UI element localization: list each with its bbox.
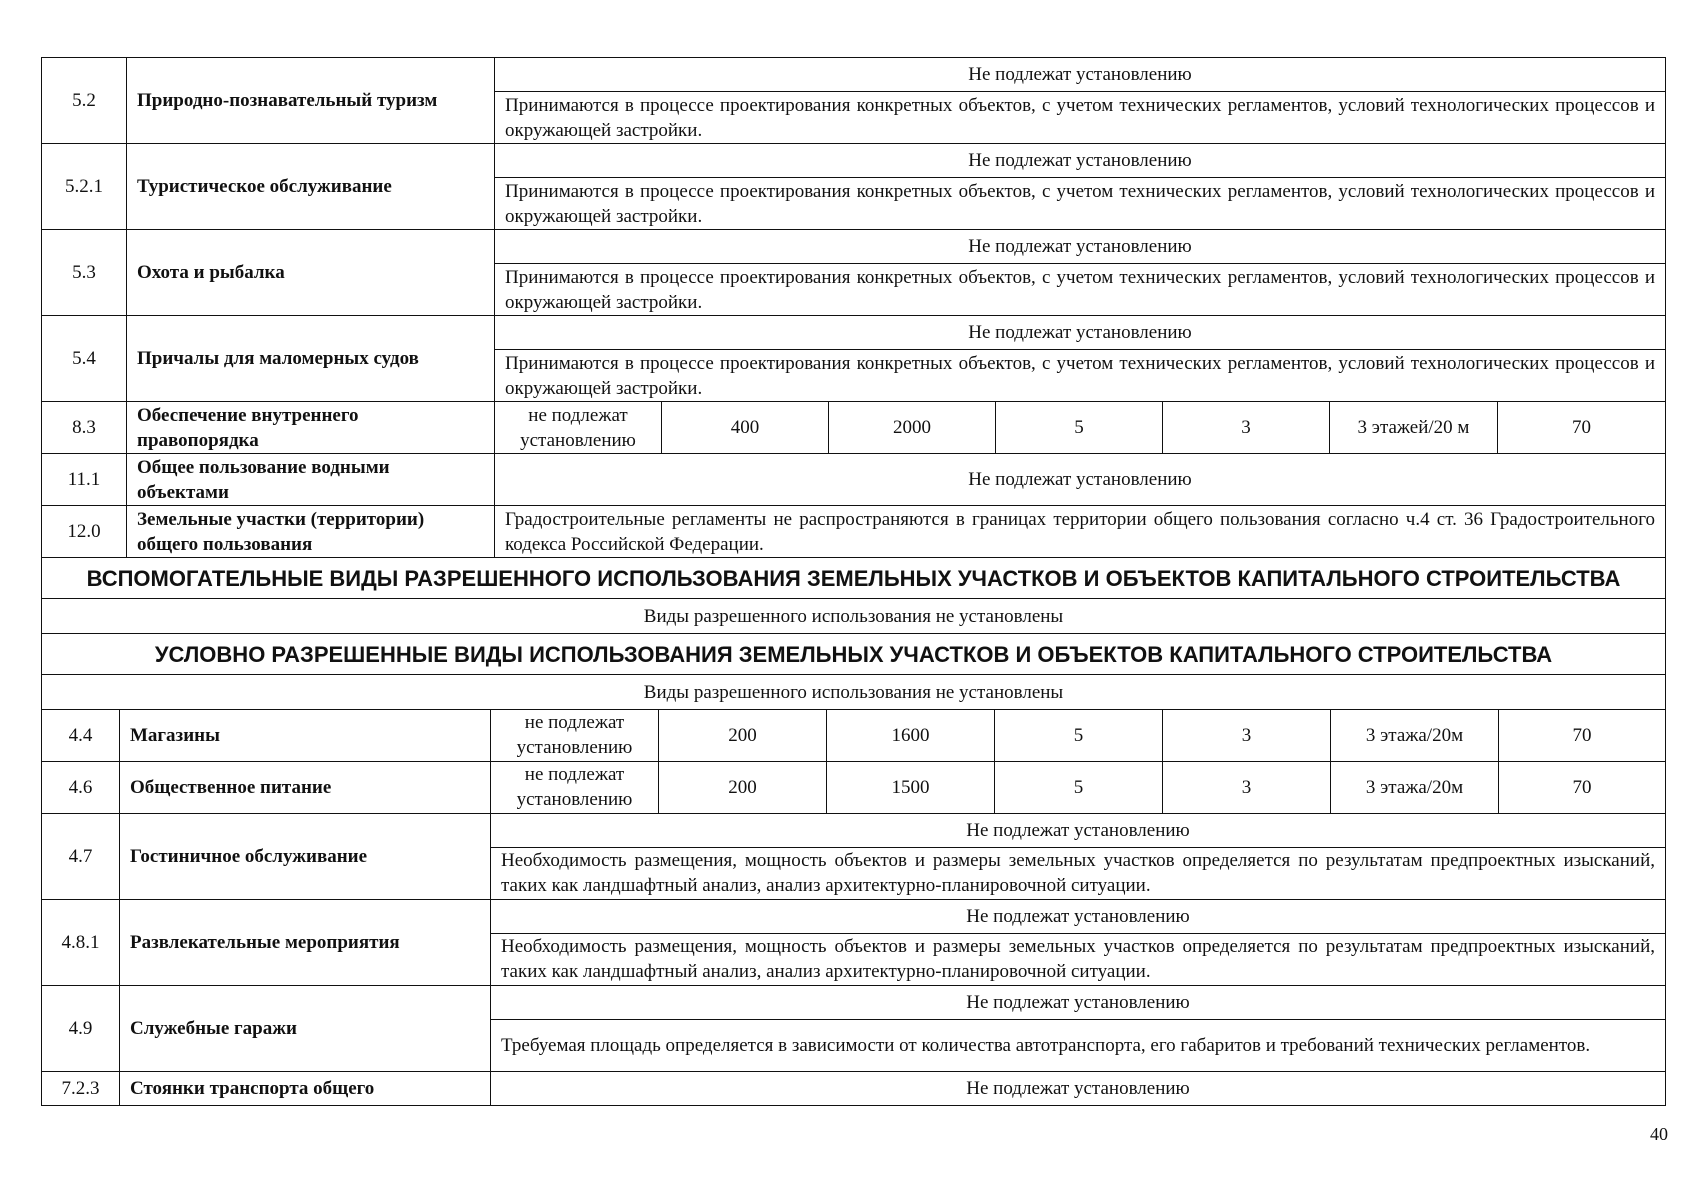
row-code: 8.3 [42, 402, 127, 454]
table-row [42, 454, 1666, 506]
table-row [42, 985, 1666, 1019]
row-params-status: Не подлежат установлению [491, 985, 1666, 1019]
aux-uses-header: ВСПОМОГАТЕЛЬНЫЕ ВИДЫ РАЗРЕШЕННОГО ИСПОЛЬЗОВАНИЯ ЗЕМЕЛЬНЫХ УЧАСТКОВ И ОБЪЕКТОВ КАПИТАЛЬНОГО СТРОИТЕЛЬСТВА [42, 558, 1666, 599]
table-row [42, 402, 1666, 454]
table-row [42, 58, 1666, 92]
row-params-status: Не подлежат установлению [495, 58, 1666, 92]
param-cell: 1600 [827, 709, 995, 761]
row-params-note: Необходимость размещения, мощность объектов и размеры земельных участков определяется по результатам предпроектных изысканий, таких как ландшафтный анализ, анализ архитектурно-планировочной ситуации. [491, 847, 1666, 899]
row-name: Стоянки транспорта общего [120, 1071, 491, 1105]
row-name: Причалы для маломерных судов [127, 316, 495, 402]
row-params-status: Не подлежат установлению [491, 813, 1666, 847]
section-note-row [42, 599, 1666, 634]
param-cell: 400 [662, 402, 829, 454]
row-code: 5.2 [42, 58, 127, 144]
row-name: Обеспечение внутреннего правопорядка [127, 402, 495, 454]
row-code: 4.4 [42, 709, 120, 761]
row-name: Общее пользование водными объектами [127, 454, 495, 506]
row-name: Охота и рыбалка [127, 230, 495, 316]
row-params-note: Принимаются в процессе проектирования конкретных объектов, с учетом технических регламентов, условий технологических процессов и окружающей застройки. [495, 92, 1666, 144]
row-params-note: Принимаются в процессе проектирования конкретных объектов, с учетом технических регламентов, условий технологических процессов и окружающей застройки. [495, 264, 1666, 316]
row-code: 5.4 [42, 316, 127, 402]
param-cell: 3 [1163, 402, 1330, 454]
param-cell: 3 [1163, 709, 1331, 761]
table-row [42, 709, 1666, 761]
main-uses-table [41, 57, 1666, 710]
row-name: Служебные гаражи [120, 985, 491, 1071]
param-cell: 200 [659, 761, 827, 813]
param-cell: 3 этажей/20 м [1330, 402, 1498, 454]
row-code: 4.8.1 [42, 899, 120, 985]
table-row [42, 813, 1666, 847]
table-row [42, 144, 1666, 178]
section-header-row [42, 558, 1666, 599]
param-cell: 70 [1498, 402, 1666, 454]
min-area-cell: не подлежат установлению [491, 709, 659, 761]
table-row [42, 230, 1666, 264]
row-params-status: Не подлежат установлению [495, 230, 1666, 264]
row-params-status: Не подлежат установлению [495, 454, 1666, 506]
table-row [42, 761, 1666, 813]
table-row [42, 506, 1666, 558]
row-name: Общественное питание [120, 761, 491, 813]
row-params-note: Необходимость размещения, мощность объектов и размеры земельных участков определяется по результатам предпроектных изысканий, таких как ландшафтный анализ, анализ архитектурно-планировочной ситуации. [491, 933, 1666, 985]
row-code: 11.1 [42, 454, 127, 506]
row-name: Магазины [120, 709, 491, 761]
param-cell: 3 [1163, 761, 1331, 813]
row-name: Туристическое обслуживание [127, 144, 495, 230]
row-name: Развлекательные мероприятия [120, 899, 491, 985]
conditional-uses-table [41, 709, 1666, 1106]
param-cell: 1500 [827, 761, 995, 813]
min-area-cell: не подлежат установлению [491, 761, 659, 813]
row-params-status: Не подлежат установлению [495, 144, 1666, 178]
table-row [42, 1071, 1666, 1105]
param-cell: 5 [996, 402, 1163, 454]
param-cell: 70 [1499, 709, 1666, 761]
table-row [42, 316, 1666, 350]
param-cell: 3 этажа/20м [1331, 761, 1499, 813]
row-params-note: Принимаются в процессе проектирования конкретных объектов, с учетом технических регламентов, условий технологических процессов и окружающей застройки. [495, 350, 1666, 402]
page-number: 40 [1650, 1124, 1668, 1144]
row-params-note: Градостроительные регламенты не распространяются в границах территории общего пользования согласно ч.4 ст. 36 Градостроительного кодекса Российской Федерации. [495, 506, 1666, 558]
row-code: 12.0 [42, 506, 127, 558]
row-name: Природно-познавательный туризм [127, 58, 495, 144]
row-name: Земельные участки (территории) общего пользования [127, 506, 495, 558]
row-params-status: Не подлежат установлению [491, 899, 1666, 933]
row-params-note: Требуемая площадь определяется в зависимости от количества автотранспорта, его габаритов и требований технических регламентов. [491, 1019, 1666, 1071]
param-cell: 2000 [829, 402, 996, 454]
document-table-wrapper [41, 57, 1665, 1106]
row-params-status: Не подлежат установлению [491, 1071, 1666, 1105]
table-row [42, 899, 1666, 933]
conditional-uses-note: Виды разрешенного использования не установлены [42, 675, 1666, 710]
param-cell: 5 [995, 761, 1163, 813]
section-note-row [42, 675, 1666, 710]
row-code: 5.2.1 [42, 144, 127, 230]
row-code: 4.9 [42, 985, 120, 1071]
row-code: 4.7 [42, 813, 120, 899]
param-cell: 70 [1499, 761, 1666, 813]
param-cell: 3 этажа/20м [1331, 709, 1499, 761]
param-cell: 5 [995, 709, 1163, 761]
row-code: 5.3 [42, 230, 127, 316]
conditional-uses-header: УСЛОВНО РАЗРЕШЕННЫЕ ВИДЫ ИСПОЛЬЗОВАНИЯ ЗЕМЕЛЬНЫХ УЧАСТКОВ И ОБЪЕКТОВ КАПИТАЛЬНОГО СТРОИТЕЛЬСТВА [42, 634, 1666, 675]
row-code: 7.2.3 [42, 1071, 120, 1105]
aux-uses-note: Виды разрешенного использования не установлены [42, 599, 1666, 634]
param-cell: 200 [659, 709, 827, 761]
row-code: 4.6 [42, 761, 120, 813]
min-area-cell: не подлежат установлению [495, 402, 662, 454]
section-header-row [42, 634, 1666, 675]
row-params-note: Принимаются в процессе проектирования конкретных объектов, с учетом технических регламентов, условий технологических процессов и окружающей застройки. [495, 178, 1666, 230]
row-params-status: Не подлежат установлению [495, 316, 1666, 350]
row-name: Гостиничное обслуживание [120, 813, 491, 899]
